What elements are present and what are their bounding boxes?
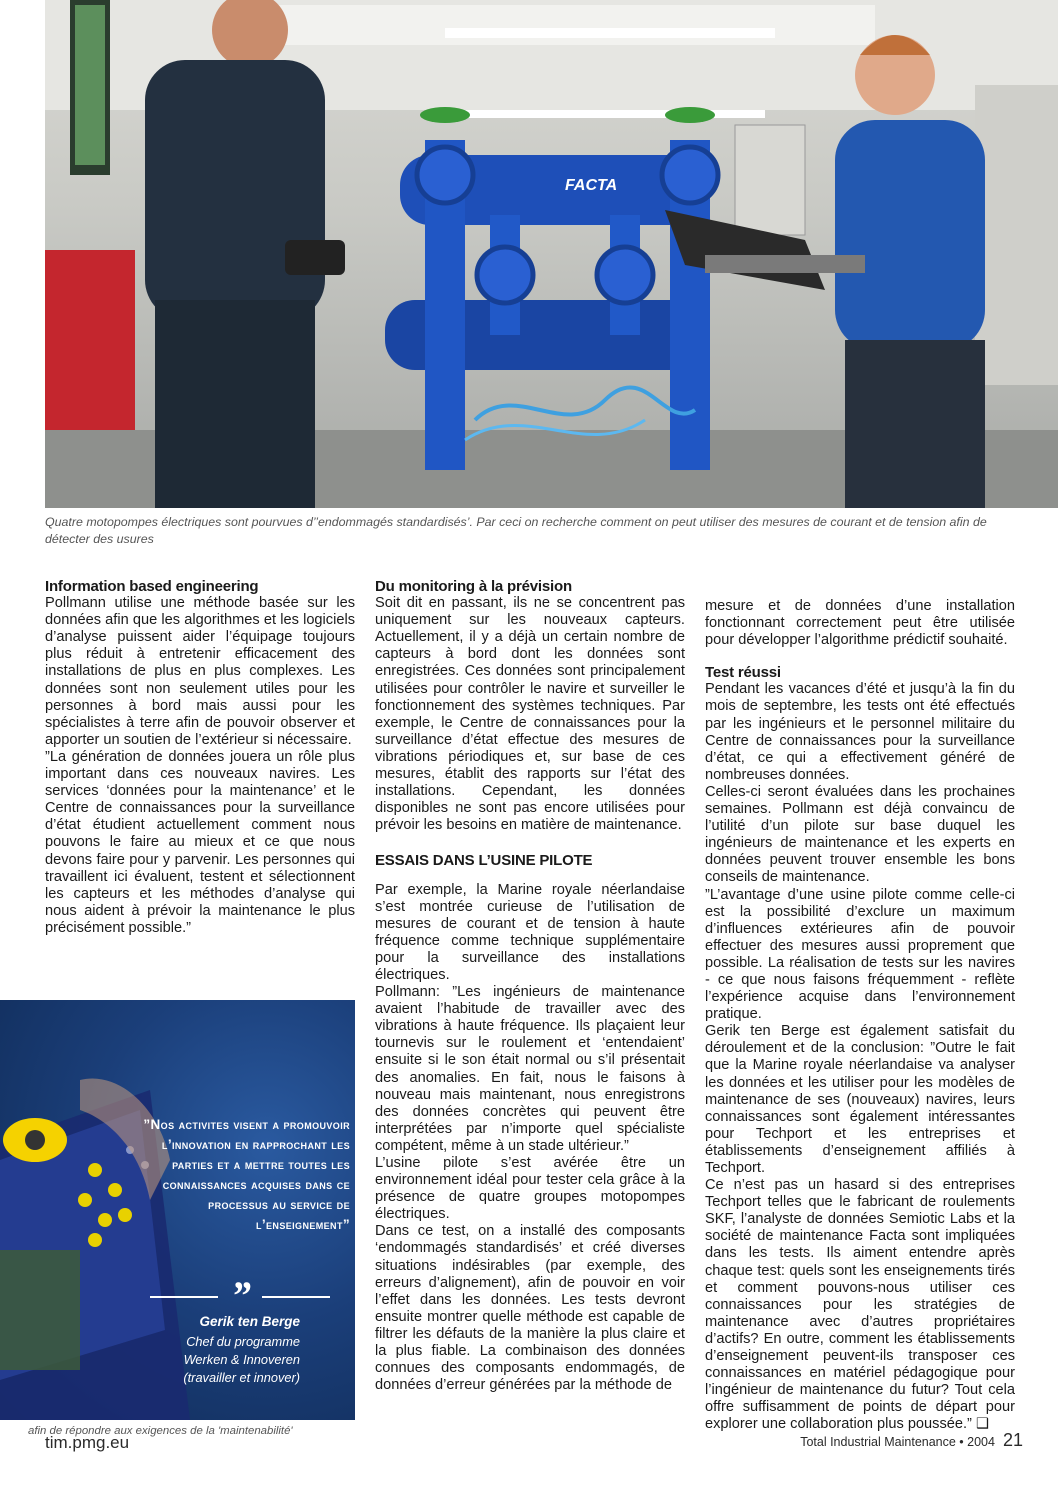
page-number: 21 bbox=[1002, 1430, 1023, 1450]
page-footer bbox=[800, 1430, 1023, 1451]
pump-brand-label: FACTA bbox=[565, 177, 618, 194]
paragraph: Soit dit en passant, ils ne se concentrent pas uniquement sur les nouveaux capteurs. Actuellement, il y a déjà un certain nombre de capteurs à bord dont les données sont enregistrées. Ces données sont principalement utilisées pour contrôler le navire et surveiller le fonctionnement des systèmes techniques. Par exemple, le Centre de connaissances pour la surveillance d’état effectue des mesures de vibrations périodiques et, sur base de ces mesures, établit des rapports sur l’état des installations. Cependant, les données disponibles ne sont pas encore utilisées pour prévoir les besoins en matière de maintenance. bbox=[375, 595, 685, 834]
column-3 bbox=[705, 598, 1015, 1434]
paragraph: L’usine pilote s’est avérée être un environnement idéal pour tester cela grâce à la présence de quatre groupes motopompes électriques. bbox=[375, 1155, 685, 1223]
quote-author: Gerik ten Berge bbox=[199, 1314, 300, 1329]
quote-mark-icon: ” bbox=[231, 1273, 251, 1318]
paragraph: Pollmann: ”Les ingénieurs de maintenance avaient l’habitude de travailler avec des vibrations à haute fréquence. Ils plaçaient leur tournevis sur le roulement et ‘entendaient’ ensuite si le son était normal ou s’il présentait des anomalies. En fait, nous le faisons à nouveau mais maintenant, nous enregistrons des données concrètes qui peuvent être interprétées par n’importe quel spécialiste compétent, même à un stade ultérieur.” bbox=[375, 984, 685, 1154]
paragraph: Ce n’est pas un hasard si des entreprises Techport telles que le fabricant de roulements SKF, l’analyste de données Semiotic Labs et la société de maintenance Facta sont impliquées dans les tests. Ils aiment entendre après chaque test: quels sont les enseignements tirés et comment pouvons-nous utiliser ces connaissances pour les stratégies de maintenance avec d’autres propriétaires d’actifs? En outre, comment les établissements d’enseignement peuvent-ils transposer ces connaissances en matériel pédagogique pour l’ingénieur de maintenance du futur? Tout cela offre suffisamment de points de départ pour explorer une collaboration plus poussée.” ❑ bbox=[705, 1177, 1015, 1433]
magazine-name: Total Industrial Maintenance • 2004 bbox=[800, 1435, 995, 1449]
quote-separator bbox=[150, 1273, 330, 1318]
paragraph: mesure et de données d’une installation fonctionnant correctement peut être utilisée pour développer l’algorithme prédictif souhaité. bbox=[705, 598, 1015, 649]
paragraph: ”L’avantage d’une usine pilote comme celle-ci est la possibilité d’exclure un maximum d’influences extérieures afin de pouvoir effectuer des mesures aussi proprement que possible. La réalisation de tests sur les navires - ce que nous faisons fréquemment - reflète l’expérience acquise dans l’environnement pratique. bbox=[705, 886, 1015, 1023]
quote-author-role: Chef du programme Werken & Innoveren (travailler et innover) bbox=[183, 1334, 300, 1385]
paragraph: Dans ce test, on a installé des composants ‘endommagés standardisés’ et créé diverses situations indésirables (par exemple, des erreurs d’alignement), afin de pouvoir en voir l’effet dans les données. Les tests devront ensuite montrer quelle méthode est capable de filtrer les défauts de la manière la plus claire et la plus fiable. La combinaison des données connues des composants endommagés, de données d’erreur générées par la méthode de bbox=[375, 1223, 685, 1394]
pull-quote-text: ”Nos activites visent a promouvoir l’innovation en rapprochant les parties et a mettre toutes les connaissances acquises dans ce processus au service de l’enseignement” bbox=[143, 1117, 350, 1232]
paragraph: ”La génération de données jouera un rôle plus important dans ces nouveaux navires. Les services ‘données pour la maintenance’ et le Centre de connaissances pour la surveillance d’état étudient actuellement comment nous pouvons le faire au mieux et ce que nous devons faire pour y parvenir. Les personnes qui travaillent ici évaluent, testent et sélectionnent les capteurs et les méthodes d’analyse qui nous aident à prévoir la maintenance le plus précisément possible.” bbox=[45, 748, 355, 936]
photo-caption: Quatre motopompes électriques sont pourvues d’’endommagés standardisés’. Par ceci on recherche comment on peut utiliser des mesures de courant et de tension afin de détecter des usures bbox=[45, 515, 987, 546]
website-link[interactable]: tim.pmg.eu bbox=[45, 1433, 130, 1452]
column-2 bbox=[375, 578, 685, 1394]
paragraph: Gerik ten Berge est également satisfait du déroulement et de la conclusion: ”Outre le fait que la Marine royale néerlandaise va analyser les données et les utiliser pour les modèles de maintenance de ses (nouveaux) navires, leurs connaissances sont également intéressantes pour Techport et les entreprises et établissements d’enseignement affiliés à Techport. bbox=[705, 1023, 1015, 1176]
paragraph: Celles-ci seront évaluées dans les prochaines semaines. Pollmann est déjà convaincu de l’utilité d’un pilote sur base duquel les ingénieurs de maintenance et les experts en données peuvent trouver ensemble les bons conseils de maintenance. bbox=[705, 783, 1015, 886]
paragraph: Pendant les vacances d’été et jusqu’à la fin du mois de septembre, les tests ont été effectués par les ingénieurs et le personnel militaire du Centre de connaissances pour la surveillance d’état, ce qui a effectivement généré de nombreuses données. bbox=[705, 681, 1015, 783]
pump-room-illustration bbox=[45, 0, 1058, 508]
paragraph: Pollmann utilise une méthode basée sur les données afin que les algorithmes et les logiciels d’analyse puissent aider l’équipage toujours plus réduit à entretenir efficacement des installations de plus en plus complexes. Les données sont non seulement utiles pour les personnes à bord mais aussi pour les spécialistes à terre afin de pouvoir observer et apporter un soutien de l’extérieur si nécessaire. bbox=[45, 595, 355, 748]
section-heading: Du monitoring à la prévision bbox=[375, 578, 572, 595]
article-photo bbox=[45, 0, 1058, 508]
section-heading: Test réussi bbox=[705, 664, 781, 682]
section-heading: Information based engineering bbox=[45, 578, 259, 595]
paragraph: Par exemple, la Marine royale néerlandaise s’est montrée curieuse de l’utilisation de mesures de courant et de tension à haute fréquence comme technique supplémentaire pour la surveillance des installations électriques. bbox=[375, 881, 685, 983]
image-caption: afin de répondre aux exigences de la 'maintenabilité' bbox=[28, 1425, 293, 1437]
column-1 bbox=[45, 578, 355, 937]
section-heading: ESSAIS DANS L’USINE PILOTE bbox=[375, 852, 593, 870]
